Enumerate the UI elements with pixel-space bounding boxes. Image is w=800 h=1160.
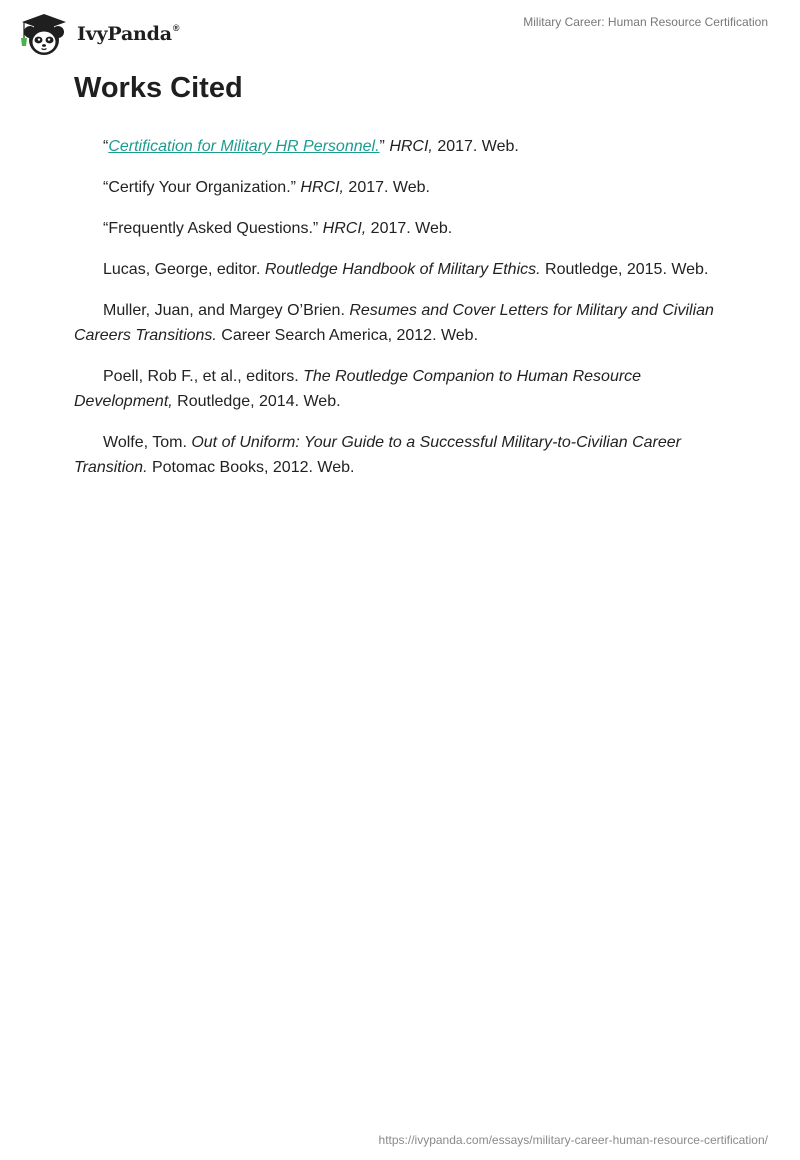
panda-graduation-cap-icon <box>14 9 76 57</box>
brand-name: IvyPanda® <box>77 23 180 45</box>
footer-url[interactable]: https://ivypanda.com/essays/military-career-human-resource-certification/ <box>378 1133 768 1147</box>
reference-item: Lucas, George, editor. Routledge Handbook of Military Ethics. Routledge, 2015. Web. <box>103 261 709 278</box>
works-cited-list <box>74 134 734 496</box>
reference-item: Muller, Juan, and Margey O’Brien. Resumes and Cover Letters for Military and Civilian Careers Transitions. Career Search America, 2012. Web. <box>74 302 714 344</box>
running-head: Military Career: Human Resource Certification <box>523 15 768 29</box>
reference-item: “Frequently Asked Questions.” HRCI, 2017. Web. <box>103 220 453 237</box>
reference-item: “Certification for Military HR Personnel.” HRCI, 2017. Web. <box>103 138 519 155</box>
page-title: Works Cited <box>74 72 243 104</box>
reference-item: Wolfe, Tom. Out of Uniform: Your Guide to a Successful Military-to-Civilian Career Transition. Potomac Books, 2012. Web. <box>74 434 681 476</box>
reference-item: “Certify Your Organization.” HRCI, 2017. Web. <box>103 179 430 196</box>
reference-link[interactable]: Certification for Military HR Personnel. <box>108 138 380 155</box>
ivypanda-logo[interactable] <box>14 9 214 57</box>
reference-item: Poell, Rob F., et al., editors. The Routledge Companion to Human Resource Development, Routledge, 2014. Web. <box>74 368 642 410</box>
